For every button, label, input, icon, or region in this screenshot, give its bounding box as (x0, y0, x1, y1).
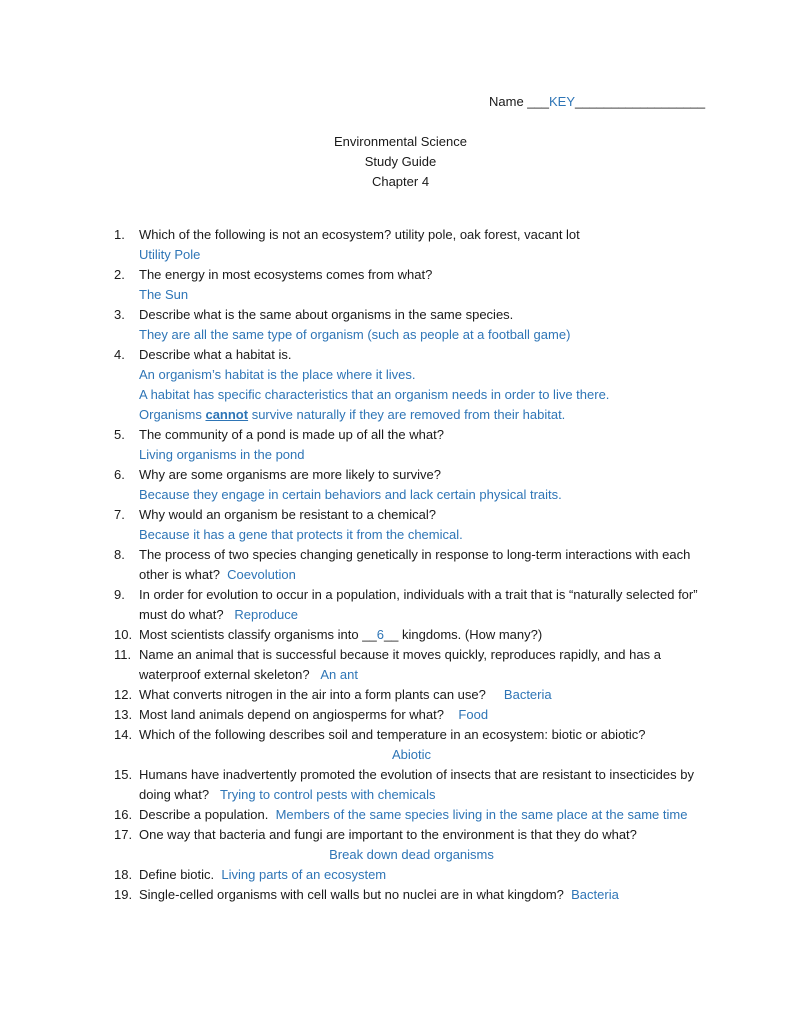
document-header (0, 132, 791, 192)
question-12: 12. What converts nitrogen in the air into a form plants can use? Bacteria (114, 687, 552, 702)
answer-text: Bacteria (503, 687, 552, 702)
question-11: 11. Name an animal that is successful because it moves quickly, reproduces rapidly, and has a waterproof external skeleton? An ant (114, 647, 661, 682)
answer-text: Because it has a gene that protects it from the chemical. (139, 527, 463, 542)
question-10: 10. Most scientists classify organisms into __6__ kingdoms. (How many?) (114, 627, 543, 642)
question-text: Which of the following describes soil and temperature in an ecosystem: biotic or abiotic? (139, 727, 646, 742)
question-text: Humans have inadvertently promoted the evolution of insects that are resistant to insecticides by doing what? (139, 767, 694, 802)
question-list (114, 225, 714, 905)
question-text-end: __ kingdoms. (How many?) (383, 627, 543, 642)
question-text: The community of a pond is made up of all the what? (139, 427, 444, 442)
question-text: Describe what is the same about organisms in the same species. (139, 307, 514, 322)
question-text: Describe what a habitat is. (139, 347, 292, 362)
question-7: 7. Why would an organism be resistant to a chemical? Because it has a gene that protects it from the chemical. (114, 505, 714, 545)
name-line (489, 93, 705, 111)
name-underline: __________________ (575, 94, 706, 109)
question-8: 8. The process of two species changing genetically in response to long-term interactions with each other is what? Coevolution (114, 547, 691, 582)
question-text: One way that bacteria and fungi are important to the environment is that they do what? (139, 827, 637, 842)
question-2: 2. The energy in most ecosystems comes from what? The Sun (114, 265, 714, 305)
answer-text: The Sun (139, 287, 189, 302)
chapter-title: Chapter 4 (371, 174, 430, 189)
answer-text-2: A habitat has specific characteristics that an organism needs in order to live there. (139, 387, 610, 402)
question-text: The energy in most ecosystems comes from what? (139, 267, 433, 282)
answer-text: Coevolution (227, 567, 296, 582)
answer-text: Because they engage in certain behaviors and lack certain physical traits. (139, 487, 562, 502)
question-text: Most land animals depend on angiosperms for what? (139, 707, 444, 722)
name-label: Name ___ (489, 94, 549, 109)
question-text: Why would an organism be resistant to a chemical? (139, 507, 436, 522)
question-9: 9. In order for evolution to occur in a population, individuals with a trait that is “naturally selected for” must do what? Reproduce (114, 587, 698, 622)
answer-text: Abiotic (391, 747, 432, 762)
answer-text: Bacteria (571, 887, 619, 902)
question-14: 14. Which of the following describes soil and temperature in an ecosystem: biotic or abiotic? Abiotic (114, 725, 714, 765)
question-text-start: Most scientists classify organisms into __ (139, 627, 377, 642)
question-text: Why are some organisms are more likely to survive? (139, 467, 441, 482)
answer-text: 6 (376, 627, 384, 642)
answer-text-1: An organism’s habitat is the place where it lives. (139, 367, 416, 382)
answer-text: They are all the same type of organism (such as people at a football game) (139, 327, 571, 342)
question-13: 13. Most land animals depend on angiosperms for what? Food (114, 707, 489, 722)
question-text: Which of the following is not an ecosystem? utility pole, oak forest, vacant lot (139, 227, 580, 242)
question-19: 19. Single-celled organisms with cell walls but no nuclei are in what kingdom? Bacteria (114, 887, 619, 902)
question-text: Define biotic. (139, 867, 215, 882)
emphasis-cannot: cannot (205, 407, 249, 422)
question-text: The process of two species changing genetically in response to long-term interactions with each other is what? (139, 547, 691, 582)
answer-text: Break down dead organisms (329, 847, 494, 862)
question-text: Name an animal that is successful because it moves quickly, reproduces rapidly, and has a waterproof external skeleton? (139, 647, 661, 682)
answer-text-3: Organisms cannot survive naturally if they are removed from their habitat. (139, 407, 566, 422)
answer-text: Food (458, 707, 489, 722)
question-4: 4. Describe what a habitat is. An organism’s habitat is the place where it lives. A habitat has specific characteristics that an organism needs in order to live there. Organisms cannot survive naturally if they are removed from their habitat. (114, 345, 714, 425)
question-text: What converts nitrogen in the air into a form plants can use? (139, 687, 486, 702)
question-5: 5. The community of a pond is made up of all the what? Living organisms in the pond (114, 425, 714, 465)
question-15: 15. Humans have inadvertently promoted the evolution of insects that are resistant to insecticides by doing what? Trying to control pests with chemicals (114, 767, 694, 802)
answer-text: Reproduce (234, 607, 298, 622)
course-title: Environmental Science (334, 134, 467, 149)
question-3: 3. Describe what is the same about organisms in the same species. They are all the same type of organism (such as people at a football game) (114, 305, 714, 345)
answer-text: Members of the same species living in the same place at the same time (275, 807, 688, 822)
answer-text: Trying to control pests with chemicals (219, 787, 436, 802)
answer-text: Living parts of an ecosystem (221, 867, 387, 882)
question-6: 6. Why are some organisms are more likely to survive? Because they engage in certain behaviors and lack certain physical traits. (114, 465, 714, 505)
question-text: In order for evolution to occur in a population, individuals with a trait that is “naturally selected for” must do what? (139, 587, 698, 622)
answer-text: An ant (320, 667, 358, 682)
answer-text: Utility Pole (139, 247, 201, 262)
question-text: Describe a population. (139, 807, 269, 822)
name-value: KEY (548, 94, 575, 109)
question-17: 17. One way that bacteria and fungi are important to the environment is that they do what? Break down dead organisms (114, 825, 714, 865)
guide-title: Study Guide (364, 154, 437, 169)
answer-text: Living organisms in the pond (139, 447, 305, 462)
question-1: 1. Which of the following is not an ecosystem? utility pole, oak forest, vacant lot Utility Pole (114, 225, 714, 265)
question-16: 16. Describe a population. Members of the same species living in the same place at the same time (114, 807, 688, 822)
question-18: 18. Define biotic. Living parts of an ecosystem (114, 867, 387, 882)
question-text: Single-celled organisms with cell walls but no nuclei are in what kingdom? (139, 887, 564, 902)
